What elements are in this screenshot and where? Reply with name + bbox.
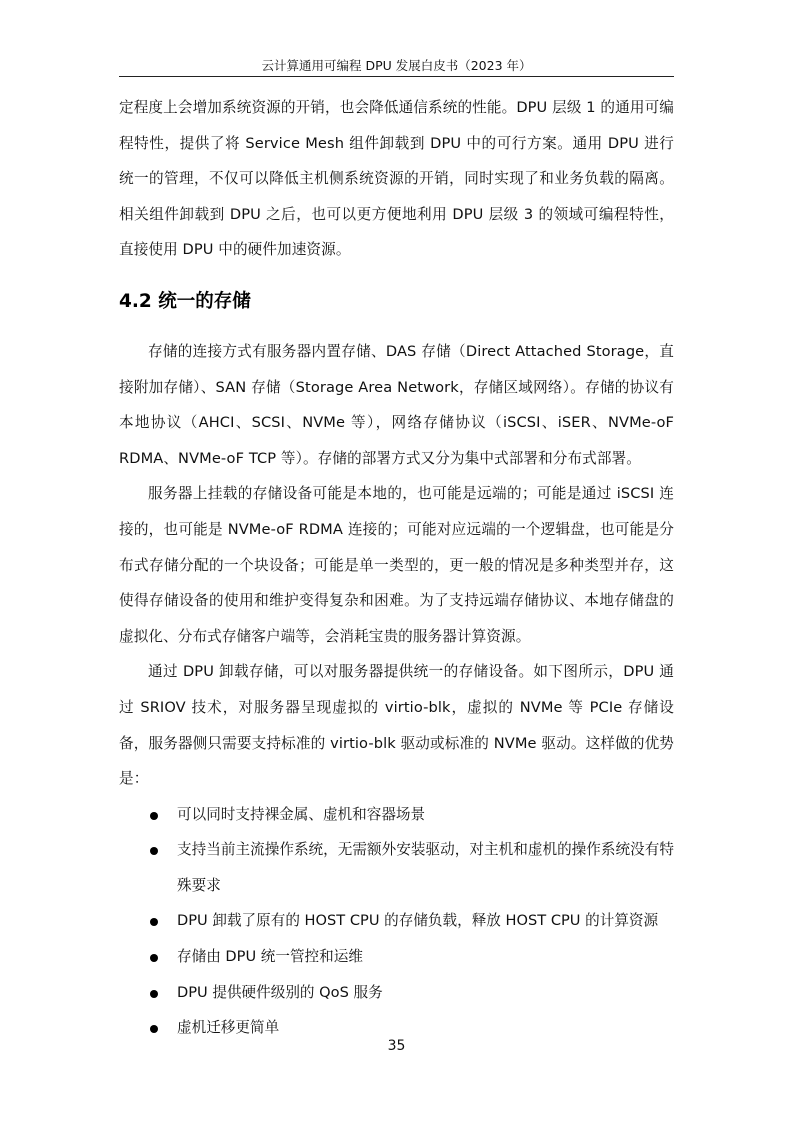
- document-body: [119, 90, 674, 1046]
- list-item-text: 虚机迁移更简单: [177, 1019, 280, 1037]
- list-item-text: DPU 提供硬件级别的 QoS 服务: [177, 983, 383, 1001]
- page-header: 云计算通用可编程 DPU 发展白皮书（2023 年）: [261, 58, 532, 73]
- list-item: [119, 939, 674, 975]
- bullet-icon: [150, 954, 158, 962]
- section-title: 4.2 统一的存储: [119, 290, 251, 312]
- page-number: 35: [387, 1038, 406, 1054]
- intro-paragraph: 定程度上会增加系统资源的开销，也会降低通信系统的性能。DPU 层级 1 的通用可编程特性，提供了将 Service Mesh 组件卸载到 DPU 中的可行方案。通用 DPU 进行统一的管理，不仅可以降低主机侧系统资源的开销，同时实现了和业务负载的隔离。相关组件卸载到 DPU 之后，也可以更方便地利用 DPU 层级 3 的领域可编程特性，直接使用 DPU 中的硬件加速资源。: [119, 99, 674, 259]
- paragraph-storage-devices: 服务器上挂载的存储设备可能是本地的，也可能是远端的；可能是通过 iSCSI 连接的，也可能是 NVMe-oF RDMA 连接的；可能对应远端的一个逻辑盘，也可能是分布式存储分配的一个块设备；可能是单一类型的，更一般的情况是多种类型并存，这使得存储设备的使用和维护变得复杂和困难。为了支持远端存储协议、本地存储盘的虚拟化、分布式存储客户端等，会消耗宝贵的服务器计算资源。: [119, 485, 674, 645]
- list-item-text: 可以同时支持裸金属、虚机和容器场景: [177, 805, 426, 823]
- bullet-icon: [150, 918, 158, 926]
- advantages-list: [119, 797, 674, 1046]
- paragraph-storage-types: 存储的连接方式有服务器内置存储、DAS 存储（Direct Attached Storage，直接附加存储）、SAN 存储（Storage Area Network，存储区域网络）。存储的协议有本地协议（AHCI、SCSI、NVMe 等），网络存储协议（iSCSI、iSER、NVMe-oF RDMA、NVMe-oF TCP 等）。存储的部署方式又分为集中式部署和分布式部署。: [119, 342, 674, 467]
- header-rule: [119, 76, 674, 77]
- list-item: [119, 797, 674, 833]
- list-item-text: DPU 卸载了原有的 HOST CPU 的存储负载，释放 HOST CPU 的计算资源: [177, 912, 659, 930]
- bullet-icon: [150, 990, 158, 998]
- list-item: [119, 903, 674, 939]
- paragraph-dpu-offload: 通过 DPU 卸载存储，可以对服务器提供统一的存储设备。如下图所示，DPU 通过 SRIOV 技术，对服务器呈现虚拟的 virtio-blk，虚拟的 NVMe 等 PCIe 存储设备，服务器侧只需要支持标准的 virtio-blk 驱动或标准的 NVMe 驱动。这样做的优势是：: [119, 663, 674, 788]
- list-item-text: 存储由 DPU 统一管控和运维: [177, 948, 363, 966]
- list-item: [119, 975, 674, 1011]
- list-item-text: 支持当前主流操作系统，无需额外安装驱动，对主机和虚机的操作系统没有特殊要求: [177, 841, 674, 894]
- bullet-icon: [150, 812, 158, 820]
- bullet-icon: [150, 847, 158, 855]
- list-item: [119, 832, 674, 903]
- bullet-icon: [150, 1025, 158, 1033]
